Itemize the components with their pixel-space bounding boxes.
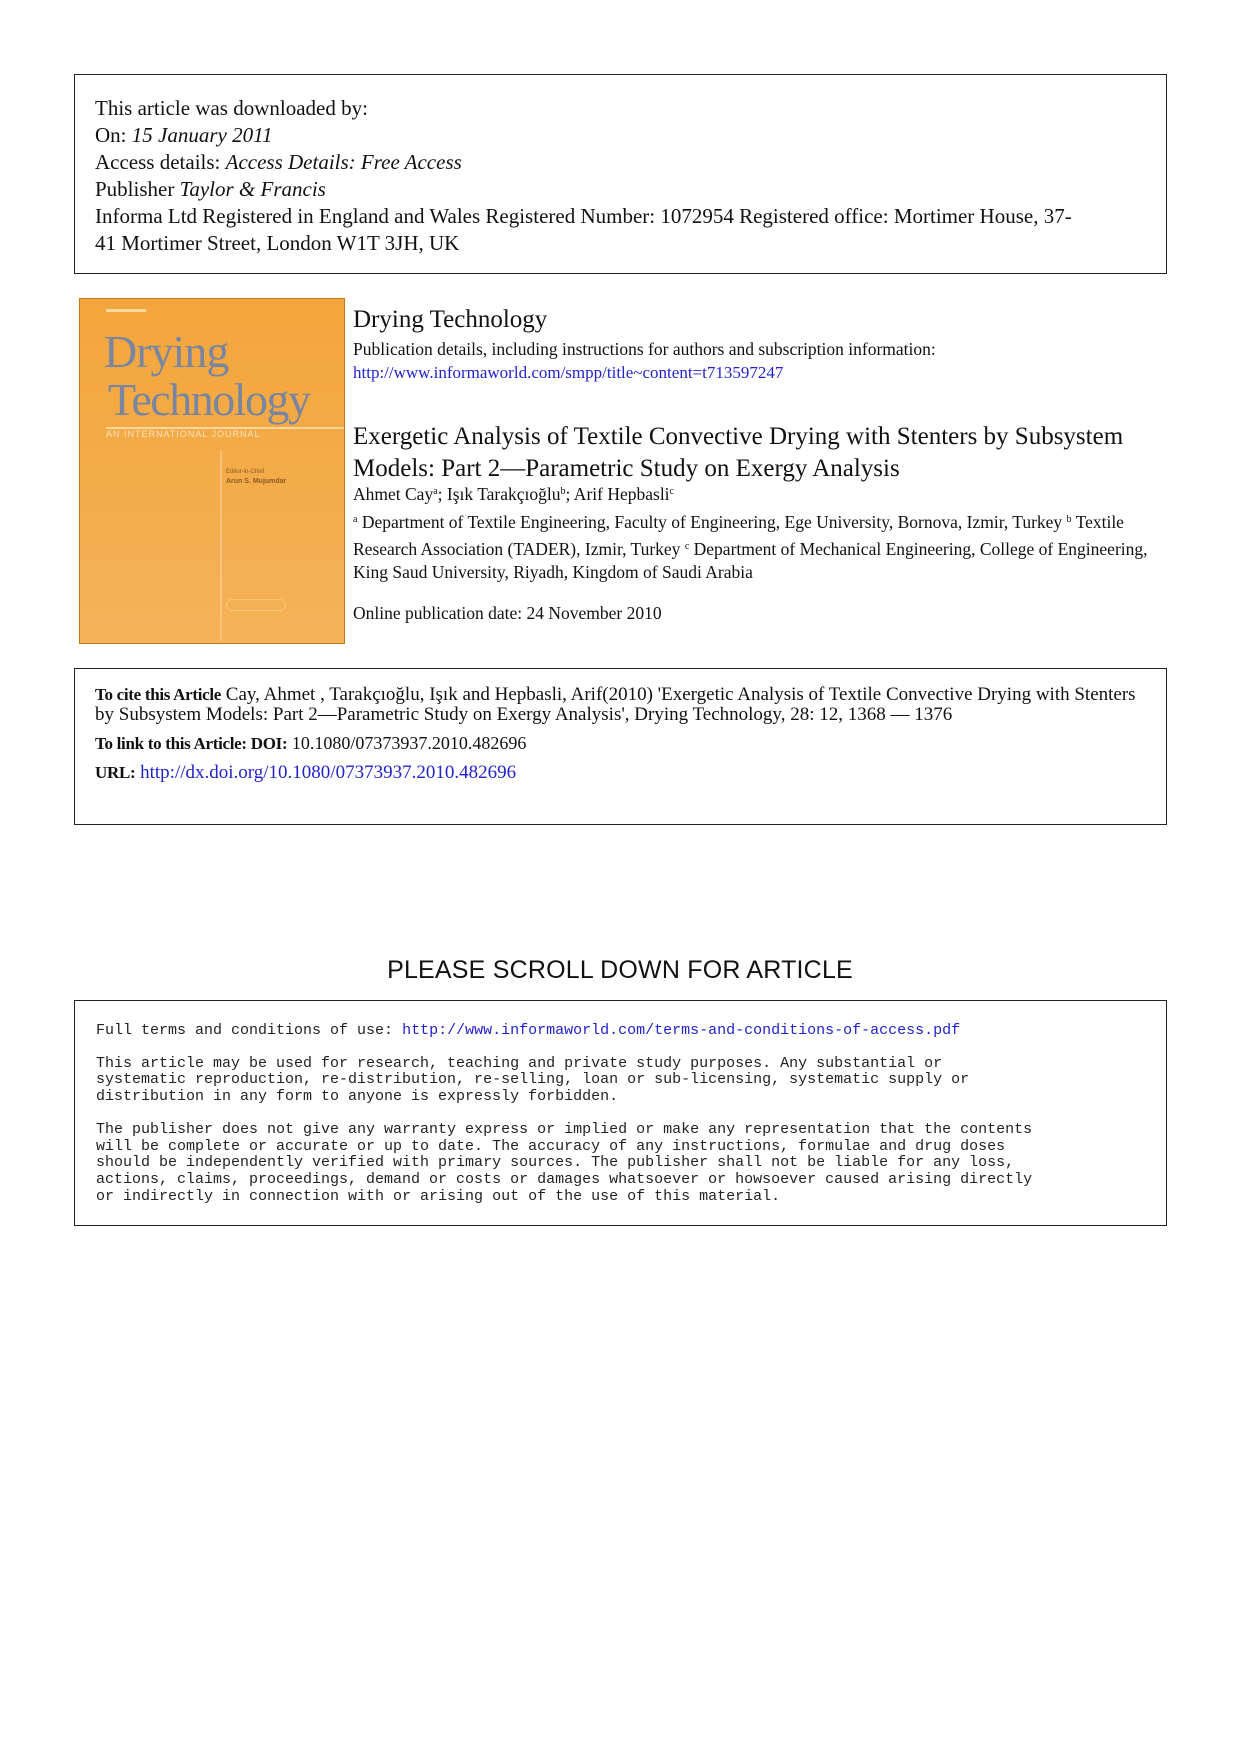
affiliation-b: Textile Research Association (TADER), Izmir, Turkey — [353, 512, 1124, 559]
author-affil-mark: c — [669, 486, 674, 497]
downloaded-by-line: This article was downloaded by: — [95, 96, 368, 120]
scroll-down-notice: PLEASE SCROLL DOWN FOR ARTICLE — [387, 956, 853, 984]
terms-paragraph-1: This article may be used for research, teaching and private study purposes. Any substantial or systematic reproduction, re-distribution, re-selling, loan or sub-licensing, systematic supply or distribution in any form to anyone is expressly forbidden. — [96, 1054, 970, 1106]
url-row — [95, 762, 1146, 783]
cover-title-line-2: Technology — [108, 374, 310, 425]
authors-line — [353, 484, 674, 505]
doi-value: 10.1080/07373937.2010.482696 — [287, 733, 527, 753]
author-name: Ahmet Cay — [353, 484, 434, 504]
citation-text: Cay, Ahmet , Tarakçıoğlu, Işık and Hepbasli, Arif(2010) 'Exergetic Analysis of Textile Convective Drying with Stenters by Subsystem Models: Part 2—Parametric Study on Exergy Analysis', Drying Technology, 28: 12, 1368 — 1376 — [95, 684, 1136, 725]
publisher-line — [95, 176, 1146, 203]
citation-box — [74, 668, 1167, 825]
registered-office-line-2: 41 Mortimer Street, London W1T 3JH, UK — [95, 231, 460, 255]
url-label: URL: — [95, 763, 136, 782]
terms-intro — [96, 1023, 1145, 1040]
terms-paragraph-2: The publisher does not give any warranty express or implied or make any representation that the contents will be complete or accurate or up to date. The accuracy of any instructions, formulae and drug doses should be independently verified with primary sources. The publisher shall not be liable for any loss, actions, claims, proceedings, demand or costs or damages whatsoever or howsoever caused arising directly or indirectly in connection with or arising out of the use of this material. — [96, 1120, 1033, 1205]
cite-label: To cite this Article — [95, 685, 222, 704]
author-name: ; Işık Tarakçıoğlu — [437, 484, 561, 504]
publication-details: Publication details, including instructions for authors and subscription information: — [353, 339, 936, 359]
affil-mark: a — [353, 514, 358, 525]
affiliations — [353, 508, 1173, 585]
registered-office-line-1: Informa Ltd Registered in England and Wales Registered Number: 1072954 Registered office: Mortimer House, 37- — [95, 204, 1072, 228]
author-affil-mark: a — [433, 486, 438, 497]
publisher-label: Publisher — [95, 177, 180, 201]
journal-url-link[interactable]: http://www.informaworld.com/smpp/title~content=t713597247 — [353, 363, 784, 382]
download-date-line — [95, 122, 1146, 149]
cover-top-mark — [106, 309, 146, 312]
doi-label: To link to this Article: DOI: — [95, 734, 288, 753]
download-info-box — [74, 74, 1167, 274]
author-name: ; Arif Hepbasli — [565, 484, 670, 504]
terms-box — [74, 1000, 1167, 1226]
download-date: 15 January 2011 — [131, 123, 273, 147]
affiliation-c: Department of Mechanical Engineering, College of Engineering, King Saud University, Riyadh, Kingdom of Saudi Arabia — [353, 538, 1148, 582]
journal-cover-image — [79, 298, 345, 644]
access-value: Access Details: Free Access — [225, 150, 462, 174]
access-details-line — [95, 149, 1146, 176]
publisher-value: Taylor & Francis — [179, 177, 326, 201]
doi-row — [95, 733, 1146, 754]
affil-mark: c — [684, 540, 690, 552]
cover-vertical-rule — [220, 451, 222, 641]
cover-editor-name: Arun S. Mujumdar — [226, 478, 287, 485]
citation-paragraph — [95, 685, 1146, 725]
cover-title-line-1: Drying — [104, 326, 229, 377]
affil-mark: b — [1066, 514, 1072, 525]
terms-url-link[interactable]: http://www.informaworld.com/terms-and-conditions-of-access.pdf — [402, 1022, 961, 1039]
affiliation-a: Department of Textile Engineering, Faculty of Engineering, Ege University, Bornova, Izmir, Turkey — [357, 512, 1067, 532]
cover-subtitle: AN INTERNATIONAL JOURNAL — [106, 429, 261, 439]
access-label: Access details: — [95, 150, 226, 174]
journal-title: Drying Technology — [353, 306, 548, 333]
on-label: On: — [95, 123, 132, 147]
terms-intro-label: Full terms and conditions of use: — [96, 1022, 403, 1039]
publisher-logo-icon — [226, 599, 286, 611]
online-publication-date: Online publication date: 24 November 2010 — [353, 603, 662, 623]
author-affil-mark: b — [560, 486, 566, 497]
article-title: Exergetic Analysis of Textile Convective Drying with Stenters by Subsystem Models: Part 2—Parametric Study on Exergy Analysis — [353, 423, 1124, 482]
doi-url-link[interactable]: http://dx.doi.org/10.1080/07373937.2010.482696 — [135, 762, 517, 783]
cover-editor-label: Editor-in-Chief — [226, 469, 265, 475]
